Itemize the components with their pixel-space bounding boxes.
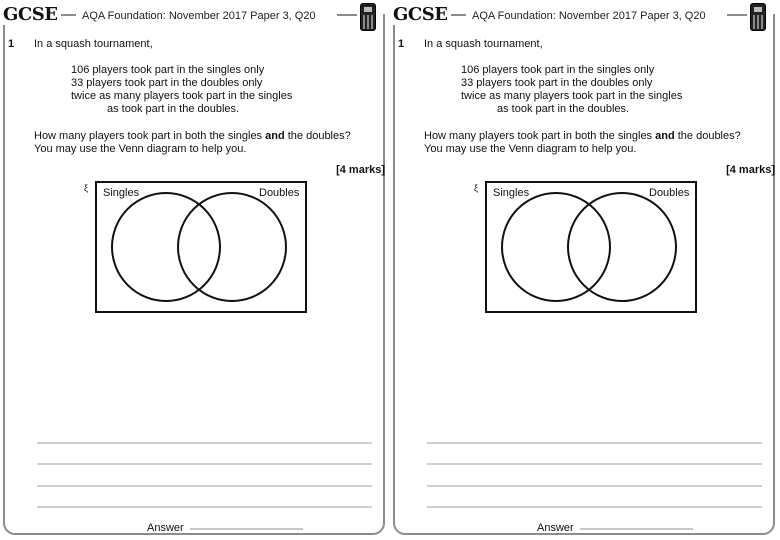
worksheet-panel-right <box>390 0 780 540</box>
answer-label: Answer <box>147 522 184 534</box>
calculator-icon <box>360 3 376 31</box>
working-line[interactable] <box>37 463 372 465</box>
question-emphasis: and <box>655 130 675 142</box>
marks-label: [4 marks] <box>336 164 385 176</box>
question-text <box>424 130 741 156</box>
universal-set-symbol: ξ <box>474 183 479 193</box>
answer-field[interactable] <box>580 528 693 530</box>
working-line[interactable] <box>427 463 762 465</box>
venn-label-doubles: Doubles <box>649 187 690 199</box>
venn-label-singles: Singles <box>493 187 530 199</box>
fact-line: as took part in the doubles. <box>107 103 240 115</box>
venn-label-singles: Singles <box>103 187 140 199</box>
question-part: the doubles? <box>284 130 351 142</box>
question-emphasis: and <box>265 130 285 142</box>
answer-field[interactable] <box>190 528 303 530</box>
working-line[interactable] <box>427 485 762 487</box>
venn-diagram <box>95 181 307 313</box>
working-line[interactable] <box>37 442 372 444</box>
fact-line: 33 players took part in the doubles only <box>71 77 263 89</box>
venn-circle-singles <box>112 193 220 301</box>
marks-label: [4 marks] <box>726 164 775 176</box>
universal-set-symbol: ξ <box>84 183 89 193</box>
question-facts <box>71 64 292 116</box>
venn-circle-doubles <box>568 193 676 301</box>
fact-line: 106 players took part in the singles only <box>461 64 655 76</box>
question-part: How many players took part in both the singles <box>424 130 656 142</box>
question-part: the doubles? <box>674 130 741 142</box>
fact-line: 106 players took part in the singles only <box>71 64 265 76</box>
fact-line: 33 players took part in the doubles only <box>461 77 653 89</box>
question-facts <box>461 64 682 116</box>
paper-header: AQA Foundation: November 2017 Paper 3, Q20 <box>79 10 319 22</box>
question-hint: You may use the Venn diagram to help you. <box>34 143 247 155</box>
question-intro: In a squash tournament, <box>424 38 543 50</box>
venn-circle-doubles <box>178 193 286 301</box>
fact-line: twice as many players took part in the singles <box>71 90 293 102</box>
question-text <box>34 130 351 156</box>
fact-line: twice as many players took part in the singles <box>461 90 683 102</box>
header-rule <box>727 14 747 16</box>
venn-circle-singles <box>502 193 610 301</box>
question-number: 1 <box>398 38 405 50</box>
gcse-logo: GCSE <box>393 4 451 25</box>
answer-label: Answer <box>537 522 574 534</box>
gcse-logo: GCSE <box>3 4 61 25</box>
question-part: How many players took part in both the singles <box>34 130 266 142</box>
venn-label-doubles: Doubles <box>259 187 300 199</box>
question-number: 1 <box>8 38 15 50</box>
question-intro: In a squash tournament, <box>34 38 153 50</box>
paper-header: AQA Foundation: November 2017 Paper 3, Q20 <box>469 10 709 22</box>
calculator-icon <box>750 3 766 31</box>
working-line[interactable] <box>37 506 372 508</box>
working-line[interactable] <box>37 485 372 487</box>
working-line[interactable] <box>427 506 762 508</box>
fact-line: as took part in the doubles. <box>497 103 630 115</box>
working-line[interactable] <box>427 442 762 444</box>
question-hint: You may use the Venn diagram to help you. <box>424 143 637 155</box>
venn-diagram <box>485 181 697 313</box>
header-rule <box>337 14 357 16</box>
